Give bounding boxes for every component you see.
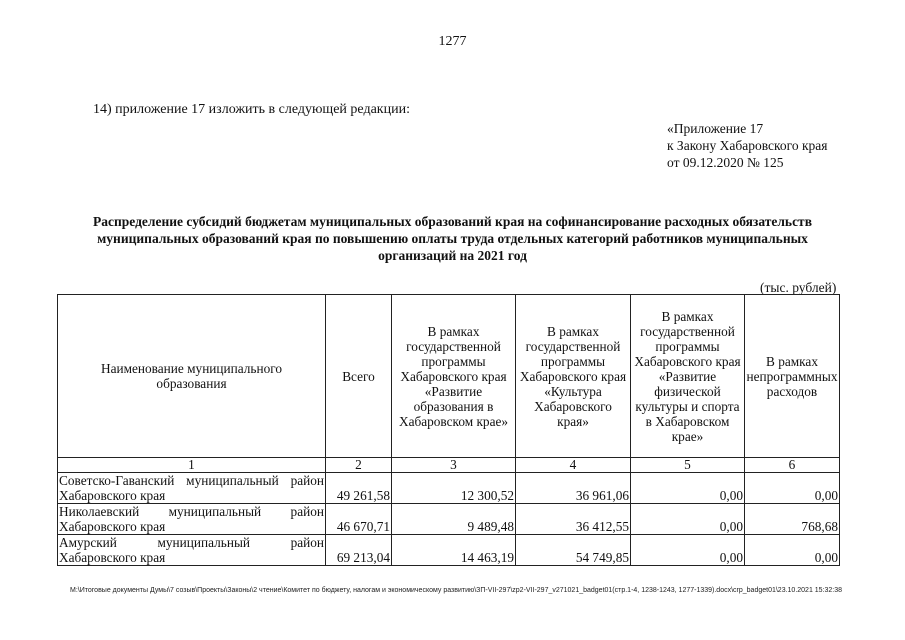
- index-cell: 6: [745, 458, 840, 473]
- row-name-line-1: Николаевский муниципальный район: [59, 504, 324, 519]
- row-education: 14 463,19: [392, 535, 516, 566]
- table-index-row: [58, 458, 840, 473]
- row-sport: 0,00: [631, 535, 745, 566]
- row-culture: 36 412,55: [516, 504, 631, 535]
- row-non-program: 0,00: [745, 535, 840, 566]
- row-education: 9 489,48: [392, 504, 516, 535]
- table-header-row: [58, 295, 840, 458]
- row-name-line-2: Хабаровского края: [59, 488, 166, 503]
- row-name: [58, 535, 326, 566]
- index-cell: 1: [58, 458, 326, 473]
- appendix-line-1: «Приложение 17: [667, 121, 764, 136]
- subsidy-table: [57, 294, 840, 566]
- header-non-program: В рамках непрограммных расходов: [745, 295, 840, 458]
- table-row: [58, 473, 840, 504]
- heading-line-2: муниципальных образований края по повышению оплаты труда отдельных категорий работников муниципальных: [97, 231, 808, 246]
- intro-text: 14) приложение 17 изложить в следующей редакции:: [93, 102, 410, 117]
- appendix-line-3: от 09.12.2020 № 125: [667, 155, 784, 170]
- document-heading: [60, 213, 845, 264]
- header-name: Наименование муниципального образования: [58, 295, 326, 458]
- row-education: 12 300,52: [392, 473, 516, 504]
- row-total: 49 261,58: [326, 473, 392, 504]
- row-name-line-1: Амурский муниципальный район: [59, 535, 324, 550]
- heading-line-1: Распределение субсидий бюджетам муниципальных образований края на софинансирование расходных обязательств: [93, 214, 812, 229]
- header-education-program: В рамках государственной программы Хабаровского края «Развитие образования в Хабаровском крае»: [392, 295, 516, 458]
- header-total: Всего: [326, 295, 392, 458]
- row-name: [58, 504, 326, 535]
- units-label: (тыс. рублей): [760, 280, 837, 295]
- row-name-line-1: Советско-Гаванский муниципальный район: [59, 473, 324, 488]
- page-number: 1277: [438, 34, 467, 49]
- row-name-line-2: Хабаровского края: [59, 550, 166, 565]
- row-total: 69 213,04: [326, 535, 392, 566]
- index-cell: 2: [326, 458, 392, 473]
- row-sport: 0,00: [631, 504, 745, 535]
- row-name: [58, 473, 326, 504]
- appendix-reference: [667, 120, 828, 171]
- heading-line-3: организаций на 2021 год: [378, 248, 527, 263]
- appendix-line-2: к Закону Хабаровского края: [667, 138, 828, 153]
- index-cell: 5: [631, 458, 745, 473]
- index-cell: 3: [392, 458, 516, 473]
- row-culture: 54 749,85: [516, 535, 631, 566]
- row-culture: 36 961,06: [516, 473, 631, 504]
- row-non-program: 0,00: [745, 473, 840, 504]
- index-cell: 4: [516, 458, 631, 473]
- row-sport: 0,00: [631, 473, 745, 504]
- header-sport-program: В рамках государственной программы Хабаровского края «Развитие физической культуры и спорта в Хабаровском крае»: [631, 295, 745, 458]
- file-path-footer: M:\Итоговые документы Думы\7 созыв\Проекты\Законы\2 чтение\Комитет по бюджету, налогам и экономическому развитию\ЗП-VII-297\zp2-VII-297_v271021_badget01(стр.1-4, 1238-1243, 1277-1339).docx\сrp_badget01\23.10.2021 15:32:38: [70, 587, 843, 594]
- header-culture-program: В рамках государственной программы Хабаровского края «Культура Хабаровского края»: [516, 295, 631, 458]
- row-non-program: 768,68: [745, 504, 840, 535]
- row-name-line-2: Хабаровского края: [59, 519, 166, 534]
- table-row: [58, 535, 840, 566]
- table-row: [58, 504, 840, 535]
- row-total: 46 670,71: [326, 504, 392, 535]
